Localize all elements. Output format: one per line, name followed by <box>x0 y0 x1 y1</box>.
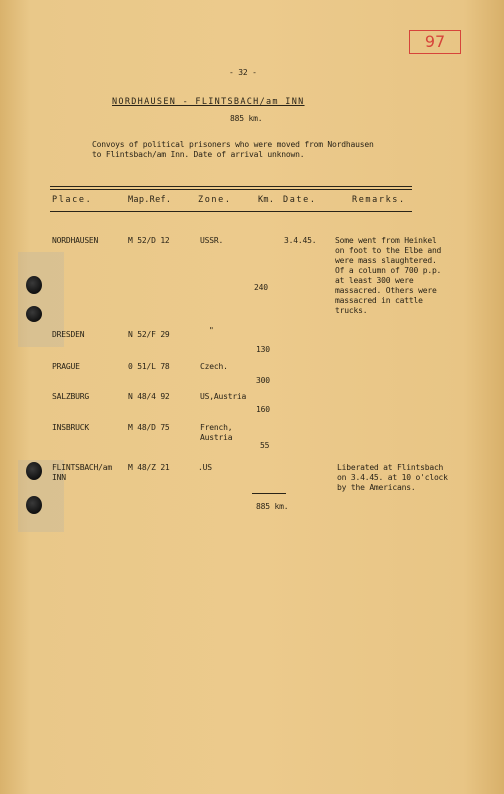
distance-5: 55 <box>260 441 270 450</box>
remark-line: Of a column of 700 p.p. <box>335 266 442 275</box>
distance-total: 885 km. <box>256 502 289 511</box>
header-rule-top <box>50 186 412 187</box>
header-rule-bottom <box>50 211 412 212</box>
zone-flintsbach: .US <box>198 463 212 472</box>
mapref-dresden: N 52/F 29 <box>128 330 170 339</box>
remark-line: massacred in cattle <box>335 296 423 305</box>
place-flintsbach: FLINTSBACH/am INN <box>52 463 113 482</box>
zone-insbruck: French, Austria <box>200 423 233 442</box>
document-title: NORDHAUSEN - FLINTSBACH/am INN <box>112 97 305 107</box>
remark-line: trucks. <box>335 306 368 315</box>
remark-line: by the Americans. <box>337 483 416 492</box>
remark-line: were mass slaughtered. <box>335 256 437 265</box>
mapref-insbruck: M 48/D 75 <box>128 423 170 432</box>
remark-line: Some went from Heinkel <box>335 236 437 245</box>
remark-line: massacred. Others were <box>335 286 437 295</box>
distance-2: 130 <box>256 345 270 354</box>
remark-line: on 3.4.45. at 10 o'clock <box>337 473 448 482</box>
place-insbruck: INSBRUCK <box>52 423 89 432</box>
zone-dresden: " <box>209 326 214 335</box>
mapref-flintsbach: M 48/Z 21 <box>128 463 170 472</box>
remark-line: Liberated at Flintsbach <box>337 463 444 472</box>
place-dresden: DRESDEN <box>52 330 85 339</box>
distance-4: 160 <box>256 405 270 414</box>
header-zone: Zone. <box>198 195 232 205</box>
title-distance: 885 km. <box>230 114 263 123</box>
header-rule-top-2 <box>50 189 412 190</box>
remark-line: on foot to the Elbe and <box>335 246 442 255</box>
archive-number-stamp: 97 <box>409 30 461 54</box>
punch-hole <box>26 496 42 514</box>
description-line-2: to Flintsbach/am Inn. Date of arrival unknown. <box>92 150 305 159</box>
header-date: Date. <box>283 195 317 205</box>
punch-hole <box>26 276 42 294</box>
total-rule <box>252 493 286 494</box>
header-mapref: Map.Ref. <box>128 195 172 205</box>
page-number: - 32 - <box>229 68 257 77</box>
mapref-prague: 0 51/L 78 <box>128 362 170 371</box>
place-salzburg: SALZBURG <box>52 392 89 401</box>
date-nordhausen: 3.4.45. <box>284 236 317 245</box>
header-place: Place. <box>52 195 93 205</box>
punch-hole <box>26 306 42 322</box>
zone-nordhausen: USSR. <box>200 236 224 245</box>
place-nordhausen: NORDHAUSEN <box>52 236 99 245</box>
mapref-nordhausen: M 52/D 12 <box>128 236 170 245</box>
place-prague: PRAGUE <box>52 362 80 371</box>
zone-salzburg: US,Austria <box>200 392 247 401</box>
distance-1: 240 <box>254 283 268 292</box>
punch-hole <box>26 462 42 480</box>
distance-3: 300 <box>256 376 270 385</box>
header-remarks: Remarks. <box>352 195 406 205</box>
remark-line: at least 300 were <box>335 276 414 285</box>
description-line-1: Convoys of political prisoners who were moved from Nordhausen <box>92 140 374 149</box>
zone-prague: Czech. <box>200 362 228 371</box>
mapref-salzburg: N 48/4 92 <box>128 392 170 401</box>
header-km: Km. <box>258 195 275 205</box>
